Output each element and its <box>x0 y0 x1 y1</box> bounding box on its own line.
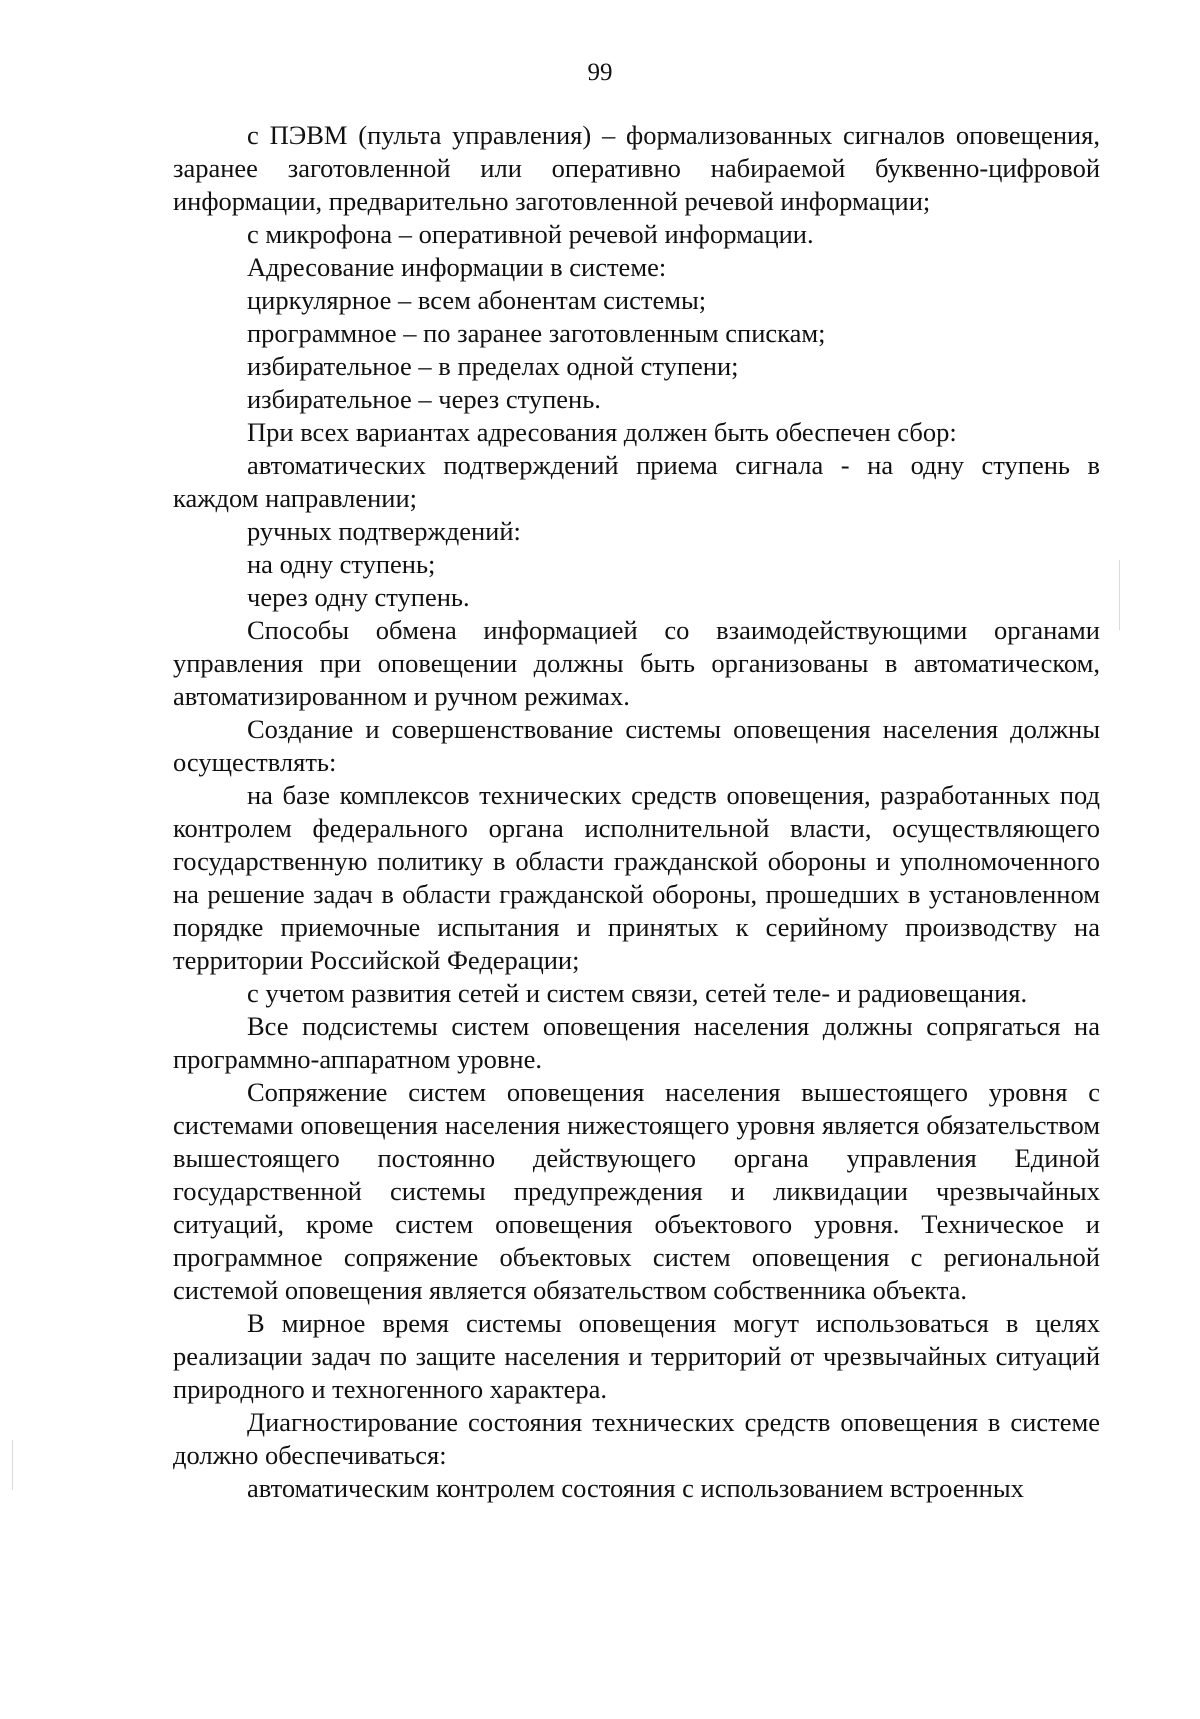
paragraph: В мирное время системы оповещения могут использоваться в целях реализации задач по защите населения и территорий от чрезвычайных ситуаций природного и техногенного характера. <box>173 1308 1100 1404</box>
scan-artifact <box>12 1440 13 1490</box>
paragraph: через одну ступень. <box>247 582 470 612</box>
paragraph: При всех вариантах адресования должен быть обеспечен сбор: <box>247 417 957 447</box>
paragraph: на базе комплексов технических средств оповещения, разработанных под контролем федерального органа исполнительной власти, осуществляющего государственную политику в области гражданской обороны и уполномоченного на решение задач в области гражданской обороны, прошедших в установленном порядке приемочные испытания и принятых к серийному производству на территории Российской Федерации; <box>173 780 1100 975</box>
page-number: 99 <box>587 59 613 86</box>
paragraph: Сопряжение систем оповещения населения вышестоящего уровня с системами оповещения населения нижестоящего уровня является обязательством вышестоящего постоянно действующего органа управления Единой государственной системы предупреждения и ликвидации чрезвычайных ситуаций, кроме систем оповещения объектового уровня. Техническое и программное сопряжение объектовых систем оповещения с региональной системой оповещения является обязательством собственника объекта. <box>173 1077 1100 1305</box>
paragraph: Способы обмена информацией со взаимодействующими органами управления при оповещении должны быть организованы в автоматическом, автоматизированном и ручном режимах. <box>173 615 1100 711</box>
paragraph: с ПЭВМ (пульта управления) – формализованных сигналов оповещения, заранее заготовленной или оперативно набираемой буквенно-цифровой информации, предварительно заготовленной речевой информации; <box>173 120 1100 216</box>
scan-artifact <box>1119 560 1120 630</box>
paragraph: на одну ступень; <box>247 549 436 579</box>
paragraph: автоматических подтверждений приема сигнала - на одну ступень в каждом направлении; <box>173 450 1100 513</box>
paragraph: Создание и совершенствование системы оповещения населения должны осуществлять: <box>173 714 1100 777</box>
paragraph: с учетом развития сетей и систем связи, сетей теле- и радиовещания. <box>247 978 1028 1008</box>
paragraph: автоматическим контролем состояния с использованием встроенных <box>247 1473 1024 1503</box>
paragraph: Все подсистемы систем оповещения населения должны сопрягаться на программно-аппаратном уровне. <box>173 1011 1100 1074</box>
paragraph: избирательное – в пределах одной ступени; <box>247 351 739 381</box>
paragraph: Адресование информации в системе: <box>247 252 667 282</box>
paragraph: ручных подтверждений: <box>247 516 521 546</box>
paragraph: с микрофона – оперативной речевой информации. <box>247 219 814 249</box>
paragraph: избирательное – через ступень. <box>247 384 601 414</box>
paragraph: Диагностирование состояния технических средств оповещения в системе должно обеспечиваться: <box>173 1407 1100 1470</box>
paragraph: программное – по заранее заготовленным спискам; <box>247 318 826 348</box>
document-body <box>173 119 1100 1505</box>
paragraph: циркулярное – всем абонентам системы; <box>247 285 707 315</box>
